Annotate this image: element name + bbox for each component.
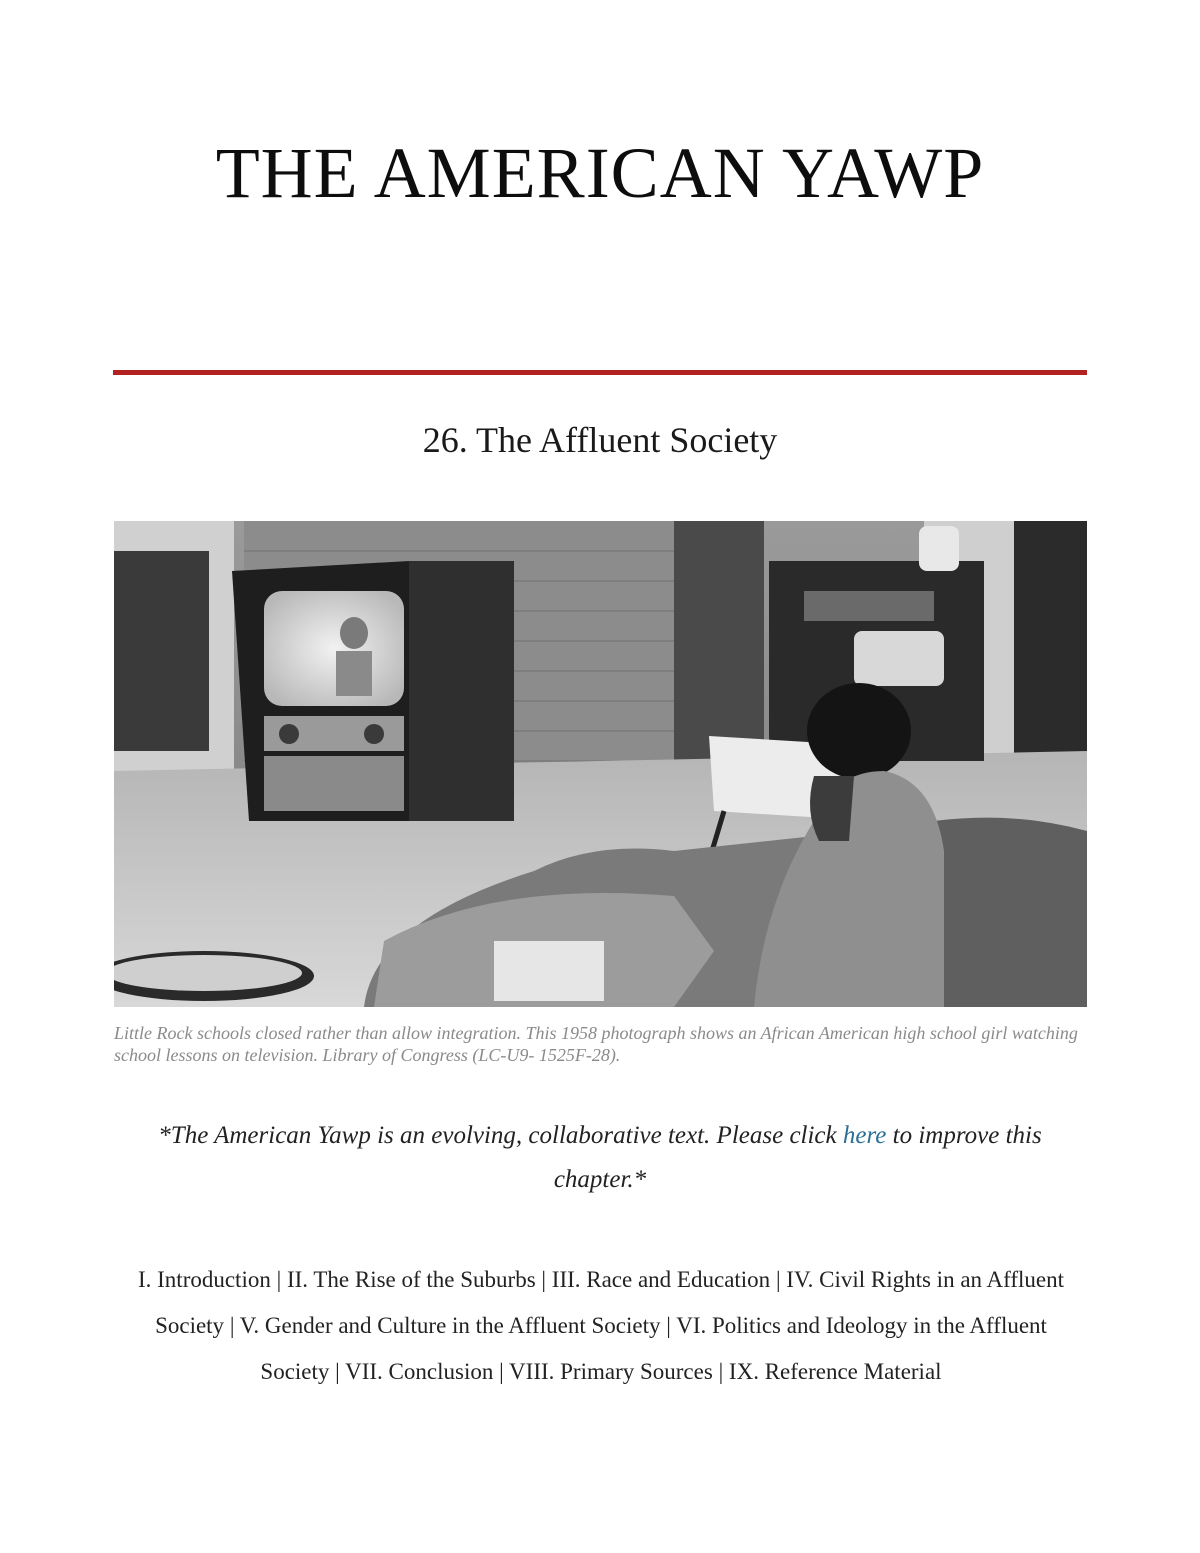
toc-link-race-and-education[interactable]: III. Race and Education (551, 1267, 771, 1292)
toc-link-reference-material[interactable]: IX. Reference Material (728, 1359, 942, 1384)
photo-icon (114, 521, 1087, 1007)
toc-link-politics-and-ideology[interactable]: VI. Politics and Ideology in the Affluent Society (260, 1313, 1047, 1384)
toc-separator: | (770, 1267, 787, 1292)
toc-separator: | (493, 1359, 510, 1384)
toc-link-primary-sources[interactable]: VIII. Primary Sources (509, 1359, 713, 1384)
chapter-section-nav (126, 1257, 1076, 1395)
toc-separator: | (712, 1359, 729, 1384)
chapter-title: 26. The Affluent Society (422, 420, 778, 460)
toc-link-rise-of-suburbs[interactable]: II. The Rise of the Suburbs (286, 1267, 536, 1292)
toc-link-gender-and-culture[interactable]: V. Gender and Culture in the Affluent Society (239, 1313, 661, 1338)
notice-text-before: *The American Yawp is an evolving, collaborative text. Please click (158, 1122, 843, 1149)
title-divider (113, 370, 1087, 375)
notice-text-after: to improve this chapter.* (553, 1122, 1042, 1193)
toc-link-conclusion[interactable]: VII. Conclusion (345, 1359, 494, 1384)
toc-link-introduction[interactable]: I. Introduction (137, 1267, 271, 1292)
toc-separator: | (270, 1267, 287, 1292)
improve-chapter-link[interactable]: here (842, 1122, 887, 1149)
toc-separator: | (535, 1267, 552, 1292)
toc-separator: | (660, 1313, 677, 1338)
toc-link-civil-rights[interactable]: IV. Civil Rights in an Affluent Society (155, 1267, 1065, 1338)
toc-separator: | (329, 1359, 346, 1384)
toc-separator: | (224, 1313, 240, 1338)
chapter-photo (114, 521, 1087, 1007)
photo-caption: Little Rock schools closed rather than allow integration. This 1958 photograph shows an African American high school girl watching school lessons on television. Library of Congress (LC-U9- 1525F-28). (114, 1023, 1078, 1065)
collaboration-notice (130, 1114, 1070, 1202)
book-title: THE AMERICAN YAWP (215, 133, 985, 213)
